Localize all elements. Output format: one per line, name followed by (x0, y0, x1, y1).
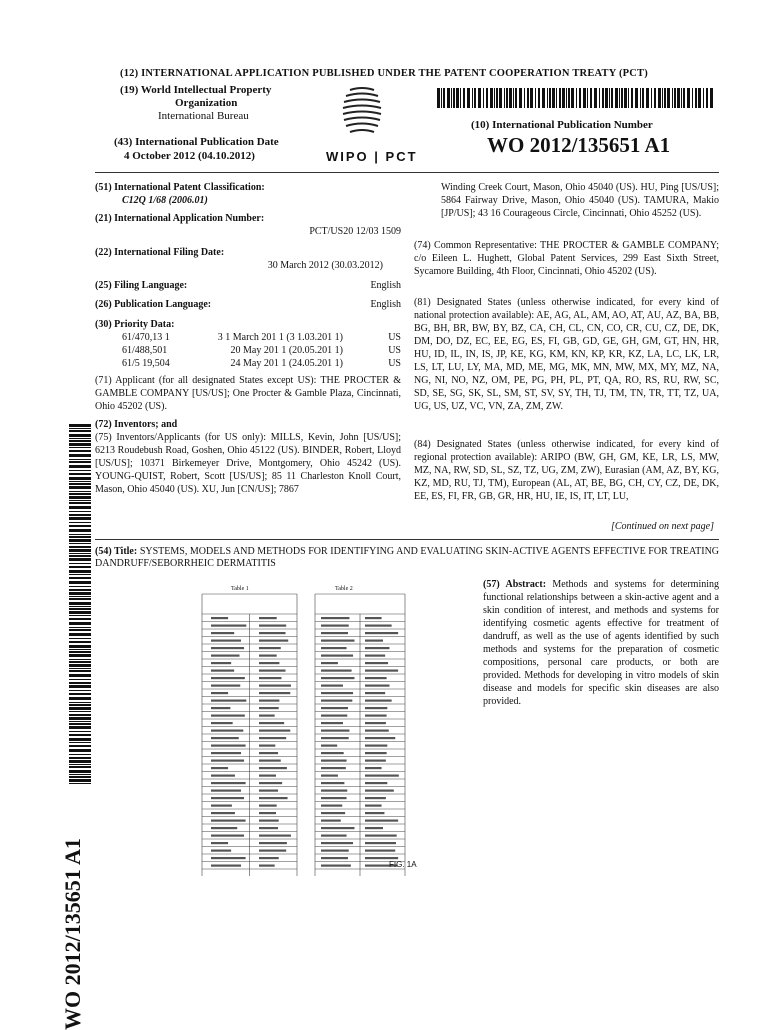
pub-date: 4 October 2012 (04.10.2012) (124, 150, 255, 162)
field-51: (51) International Patent Classification: C12Q 1/68 (2006.01) (95, 182, 265, 206)
field-21: (21) International Application Number: PCT/US20 12/03 1509 (95, 213, 401, 237)
field-81: (81) Designated States (unless otherwise indicated, for every kind of national protection available): AE, AG, AL, AM, AO, AT, AU, AZ, BA, BB, BG, BH, BR, BW, BY, BZ, CA, CH, CL, CN, CO, CR, CU, CZ, DE, DK, DM, DO, DZ, EC, EE, EG, ES, FI, GB, GD, GE, GH, GM, GT, HN, HR, HU, ID, IL, IN, IS, JP, KE, KG, KM, KN, KP, KR, KZ, LA, LC, LK, LR, LS, LT, LU, LY, MA, MD, ME, MG, MK, MN, MW, MX, MY, MZ, NA, NG, NI, NO, NZ, OM, PE, PG, PH, PL, PT, QA, RO, RS, RU, RW, SC, SD, SE, SG, SK, SL, SM, ST, SV, SY, TH, TJ, TM, TN, TR, TT, TZ, UA, UG, US, UZ, VC, VN, ZA, ZM, ZW. (414, 297, 719, 412)
field-72: (72) Inventors; and (95, 419, 178, 430)
continued-note: [Continued on next page] (610, 521, 714, 532)
top-barcode (437, 88, 715, 108)
field-71: (71) Applicant (for all designated States except US): THE PROCTER & GAMBLE COMPANY [US/US]; One Procter & Gamble Plaza, Cincinnati, Ohio 45202 (US). (95, 375, 401, 412)
wipo-globe-icon (340, 84, 385, 144)
field-25: (25) Filing Language: English (95, 280, 401, 291)
pub-number-label: (10) International Publication Number (471, 119, 653, 131)
priority-row: 61/470,13 1 3 1 March 201 1 (3 1.03.201 1) US (122, 332, 401, 343)
title-text: SYSTEMS, MODELS AND METHODS FOR IDENTIFYING AND EVALUATING SKIN-ACTIVE AGENTS EFFECTIVE FOR TREATING DANDRUFF/SEBORRHEIC DERMATITIS (95, 546, 720, 569)
figure-caption: FIG. 1A (389, 860, 417, 869)
abstract: (57) Abstract: Methods and systems for determining functional relationships between a skin-active agent and a skin condition of interest, and methods and systems for identifying cosmetic agents effective for treatment of dandruff, as well as the use of agents identified by such methods and systems for the preparation of cosmetic compositions, personal care products, or both are provided. Methods for developing in vitro models of skin disease and models for specific skin diseases are also provided. (483, 579, 719, 707)
field-22: (22) International Filing Date: 30 March 2012 (30.03.2012) (95, 247, 383, 271)
title-block (95, 546, 719, 570)
title-rule (95, 539, 719, 540)
inventors-continued: Winding Creek Court, Mason, Ohio 45040 (US). HU, Ping [US/US]; 5864 Fairway Drive, Mason, Ohio 45040 (US). TAMURA, Makio [JP/US]; 43 16 Courageous Circle, Cincinnati, Ohio 45252 (US). (441, 182, 719, 219)
pub-date-label: (43) International Publication Date (114, 136, 279, 148)
table-2-title: Table 2 (335, 586, 353, 592)
pub-number: WO 2012/135651 A1 (487, 133, 671, 157)
figure-1a-table (197, 586, 419, 882)
wipo-pct-logo-text: WIPO | PCT (326, 149, 418, 164)
field-26: (26) Publication Language: English (95, 299, 401, 310)
field-74: (74) Common Representative: THE PROCTER & GAMBLE COMPANY; c/o Eileen L. Hughett, Global Patent Services, 299 East Sixth Street, Sycamore Building, 4th Floor, Cincinnati, Ohio 45202 (US). (414, 240, 719, 277)
header-rule (95, 172, 719, 173)
priority-row: 61/488,501 20 May 201 1 (20.05.201 1) US (122, 345, 401, 356)
org-line-2: Organization (175, 97, 238, 109)
side-barcode (69, 424, 91, 786)
field-75: (75) Inventors/Applicants (for US only): MILLS, Kevin, John [US/US]; 6213 Roudebush Road, Goshen, Ohio 45122 (US). BINDER, Robert, Lloyd [US/US]; 10371 Birkemeyer Drive, Montgomery, Ohio 45242 (US). YOUNG-QUIST, Robert, Scott [US/US]; 85 11 Charleston Knoll Court, Mason, Ohio 45040 (US). XU, Jun [CN/US]; 7867 (95, 432, 401, 495)
priority-row: 61/5 19,504 24 May 201 1 (24.05.201 1) US (122, 358, 401, 369)
treaty-heading: (12) INTERNATIONAL APPLICATION PUBLISHED UNDER THE PATENT COOPERATION TREATY (PCT) (120, 68, 648, 79)
org-line-1: (19) World Intellectual Property (120, 84, 272, 96)
side-pub-number: WO 2012/135651 A1 (60, 838, 85, 1030)
field-30: (30) Priority Data: 61/470,13 1 3 1 March 201 1 (3 1.03.201 1) US 61/488,501 20 May 201 1 (20.05.201 1) US 61/5 19,504 24 May 201 1 (24.05.201 1) US (95, 319, 401, 369)
table-1-title: Table 1 (231, 586, 249, 592)
org-line-3: International Bureau (158, 110, 249, 122)
title-label: (54) Title: (95, 546, 138, 557)
field-84: (84) Designated States (unless otherwise indicated, for every kind of regional protection available): ARIPO (BW, GH, GM, KE, LR, LS, MW, MZ, NA, RW, SD, SL, SZ, TZ, UG, ZM, ZW), Eurasian (AM, AZ, BY, KG, KZ, MD, RU, TJ, TM), European (AL, AT, BE, BG, CH, CY, CZ, DE, DK, EE, ES, FI, FR, GB, GR, HR, HU, IE, IS, IT, LT, LU, (414, 439, 719, 502)
